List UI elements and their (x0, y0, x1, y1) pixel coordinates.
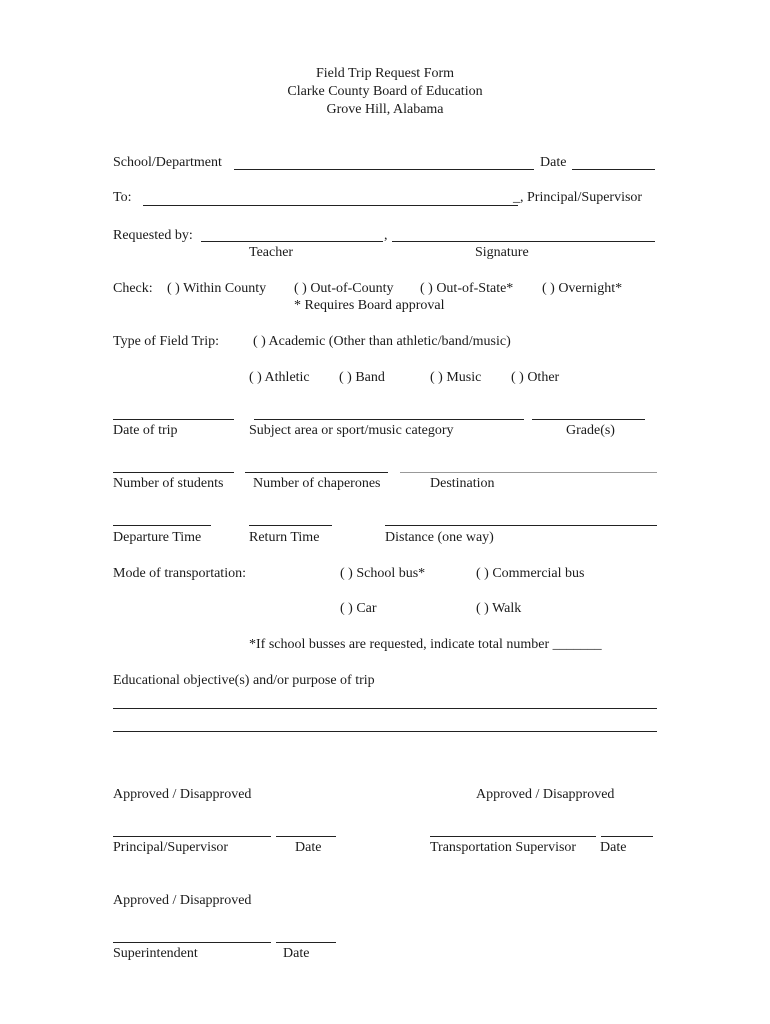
departure-time-caption: Departure Time (113, 530, 202, 545)
subject-area-caption: Subject area or sport/music category (249, 423, 454, 438)
walk-option[interactable]: ( ) Walk (476, 601, 522, 616)
return-time-caption: Return Time (249, 530, 320, 545)
num-chaperones-field[interactable] (245, 472, 388, 473)
comma-separator: , (384, 228, 388, 243)
principal-supervisor-caption: Principal/Supervisor (113, 840, 229, 855)
signature-caption: Signature (475, 245, 529, 260)
bus-count-note: *If school busses are requested, indicate total number _______ (249, 637, 602, 652)
school-bus-option[interactable]: ( ) School bus* (340, 566, 426, 581)
to-label: To: (113, 190, 132, 205)
destination-field[interactable] (400, 472, 657, 473)
objective-label: Educational objective(s) and/or purpose of trip (113, 673, 375, 688)
out-of-state-option[interactable]: ( ) Out-of-State* (420, 281, 514, 296)
principal-approval-label: Approved / Disapproved (113, 787, 252, 802)
board-approval-note: * Requires Board approval (294, 298, 445, 313)
principal-signature-field[interactable] (113, 836, 271, 837)
distance-caption: Distance (one way) (385, 530, 494, 545)
out-of-county-option[interactable]: ( ) Out-of-County (294, 281, 394, 296)
objective-line-2[interactable] (113, 731, 657, 732)
distance-field[interactable] (385, 525, 657, 526)
school-department-label: School/Department (113, 155, 222, 170)
principal-date-caption: Date (295, 840, 322, 855)
teacher-caption: Teacher (249, 245, 294, 260)
departure-time-field[interactable] (113, 525, 211, 526)
other-option[interactable]: ( ) Other (511, 370, 560, 385)
signature-field[interactable] (392, 241, 655, 242)
car-option[interactable]: ( ) Car (340, 601, 377, 616)
superintendent-approval-label: Approved / Disapproved (113, 893, 252, 908)
grades-caption: Grade(s) (566, 423, 615, 438)
academic-option[interactable]: ( ) Academic (Other than athletic/band/music) (253, 334, 511, 349)
form-title: Field Trip Request Form (315, 66, 455, 81)
commercial-bus-option[interactable]: ( ) Commercial bus (476, 566, 585, 581)
date-label: Date (540, 155, 567, 170)
transportation-approval-label: Approved / Disapproved (476, 787, 615, 802)
board-location: Grove Hill, Alabama (326, 102, 444, 117)
overnight-option[interactable]: ( ) Overnight* (542, 281, 623, 296)
num-chaperones-caption: Number of chaperones (253, 476, 381, 491)
date-of-trip-caption: Date of trip (113, 423, 178, 438)
school-department-field[interactable] (234, 169, 534, 170)
superintendent-caption: Superintendent (113, 946, 198, 961)
transportation-date-field[interactable] (601, 836, 653, 837)
superintendent-date-field[interactable] (276, 942, 336, 943)
destination-caption: Destination (430, 476, 495, 491)
music-option[interactable]: ( ) Music (430, 370, 482, 385)
transport-mode-label: Mode of transportation: (113, 566, 246, 581)
grades-field[interactable] (532, 419, 645, 420)
board-name: Clarke County Board of Education (287, 84, 483, 99)
objective-line-1[interactable] (113, 708, 657, 709)
num-students-caption: Number of students (113, 476, 224, 491)
teacher-field[interactable] (201, 241, 383, 242)
athletic-option[interactable]: ( ) Athletic (249, 370, 310, 385)
transportation-signature-field[interactable] (430, 836, 596, 837)
to-field[interactable] (143, 205, 518, 206)
superintendent-signature-field[interactable] (113, 942, 271, 943)
transportation-supervisor-caption: Transportation Supervisor (430, 840, 577, 855)
principal-date-field[interactable] (276, 836, 336, 837)
return-time-field[interactable] (249, 525, 332, 526)
check-label: Check: (113, 281, 153, 296)
band-option[interactable]: ( ) Band (339, 370, 385, 385)
date-field[interactable] (572, 169, 655, 170)
num-students-field[interactable] (113, 472, 234, 473)
principal-supervisor-suffix: _, Principal/Supervisor (513, 190, 643, 205)
transportation-date-caption: Date (600, 840, 627, 855)
requested-by-label: Requested by: (113, 228, 193, 243)
date-of-trip-field[interactable] (113, 419, 234, 420)
superintendent-date-caption: Date (283, 946, 310, 961)
trip-type-label: Type of Field Trip: (113, 334, 219, 349)
subject-area-field[interactable] (254, 419, 524, 420)
within-county-option[interactable]: ( ) Within County (167, 281, 267, 296)
